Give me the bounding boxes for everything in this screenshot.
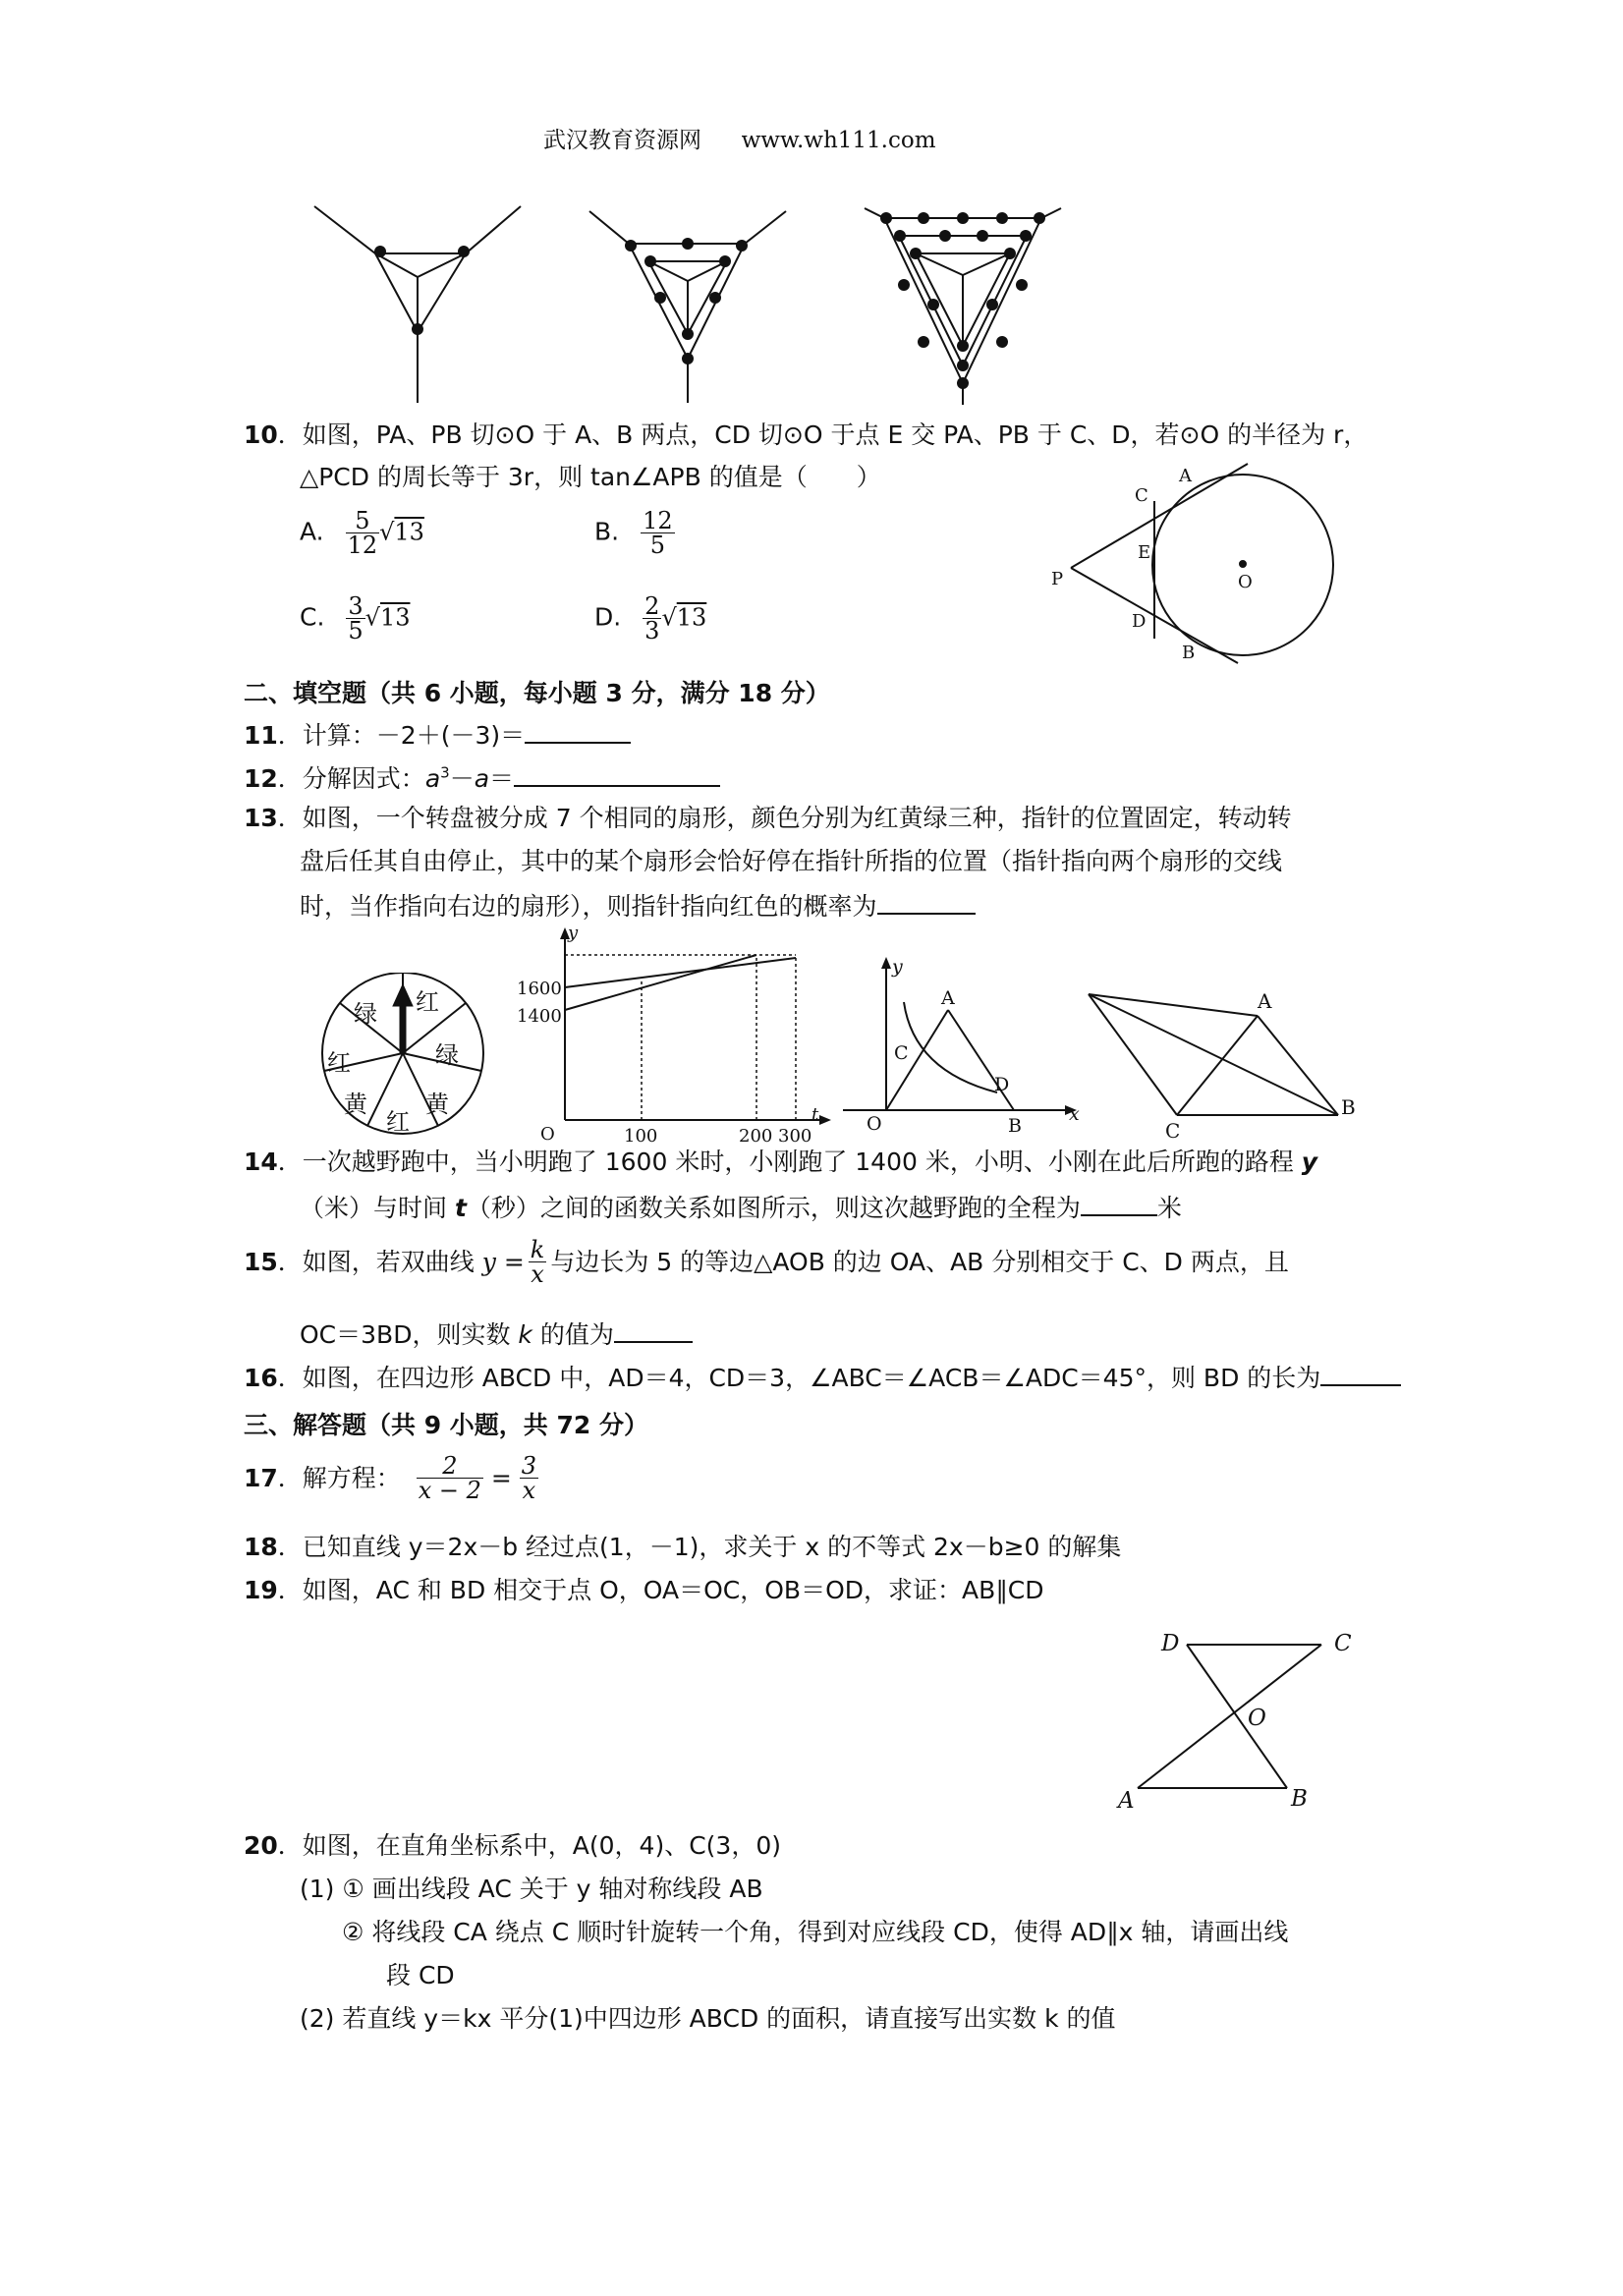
- tangent-pa: [1071, 464, 1248, 568]
- spinner-figure: [309, 973, 506, 1140]
- q20-part1b-line2: 段 CD: [386, 1961, 455, 1989]
- option-d-fraction: $\frac{2}{3}$: [644, 592, 660, 644]
- x-tick-200: 200: [739, 1126, 773, 1145]
- label-b: B: [1341, 1095, 1356, 1119]
- pattern-figure-1: [314, 206, 521, 403]
- segment: [1258, 1016, 1338, 1115]
- center-dot: [1240, 561, 1246, 567]
- q16-answer-blank: [1320, 1363, 1401, 1386]
- q15-line2: OC＝3BD，则实数 k 的值为: [300, 1319, 693, 1347]
- pattern-figure-3: [865, 208, 1061, 405]
- q12-answer-blank: [514, 763, 720, 787]
- label-c: C: [1334, 1631, 1352, 1656]
- q16: 16．如图，在四边形 ABCD 中，AD＝4，CD＝3，∠ABC＝∠ACB＝∠ADC＝45°，则 BD 的长为: [244, 1363, 1401, 1390]
- label-b: B: [1182, 643, 1196, 663]
- q20-part1b-line1: ② 将线段 CA 绕点 C 顺时针旋转一个角，得到对应线段 CD，使得 AD∥x 轴，请画出线: [342, 1918, 1289, 1946]
- q10-number: 10: [244, 420, 278, 449]
- q12: 12．分解因式：$a^3-a=$: [244, 763, 720, 791]
- q15-answer-blank: [614, 1319, 693, 1343]
- label-c: C: [894, 1042, 909, 1064]
- section-3-title: 三、解答题（共 9 小题，共 72 分）: [244, 1411, 649, 1439]
- segment: [1089, 994, 1338, 1115]
- segment: [1177, 1016, 1258, 1115]
- sector-label: 红: [327, 1049, 351, 1077]
- q20-part2: (2) 若直线 y＝kx 平分(1)中四边形 ABCD 的面积，请直接写出实数 k 的值: [300, 2004, 1116, 2033]
- pattern-figures: [295, 196, 1081, 408]
- q10-option-d: D. $\frac{2}{3}$ √13: [594, 592, 707, 644]
- label-b: B: [1291, 1786, 1308, 1812]
- label-p: P: [1051, 569, 1064, 589]
- q20-part1a: (1) ① 画出线段 AC 关于 y 轴对称线段 AB: [300, 1875, 763, 1903]
- hyperbola: [904, 1002, 997, 1092]
- q10-option-a: A. $\frac{5}{12}$ √13: [300, 507, 424, 559]
- q11: 11．计算：－2＋(－3)＝: [244, 720, 631, 748]
- q19: 19．如图，AC 和 BD 相交于点 O，OA＝OC，OB＝OD，求证：AB∥CD: [244, 1576, 1044, 1604]
- axis-label-x: x: [1069, 1103, 1080, 1125]
- label-a: A: [1118, 1788, 1135, 1814]
- option-a-sqrt: √13: [379, 518, 424, 546]
- sector-label: 黄: [425, 1091, 449, 1118]
- axis-label-t: t: [812, 1104, 819, 1125]
- label-d: D: [1161, 1631, 1180, 1656]
- sector-label: 红: [386, 1108, 410, 1136]
- q15-figure: [835, 953, 1091, 1135]
- option-d-sqrt: √13: [661, 603, 707, 632]
- label-a: A: [1179, 466, 1192, 486]
- q17: 17．解方程： $\frac{2}{x - 2}$ = $\frac{3}{x}$: [244, 1452, 537, 1504]
- q10-line2: △PCD 的周长等于 3r，则 tan∠APB 的值是（ ）: [300, 463, 881, 491]
- sector-label: 绿: [435, 1041, 459, 1069]
- q14-answer-blank: [1081, 1193, 1157, 1216]
- label-o: O: [1248, 1706, 1266, 1731]
- y-tick-1600: 1600: [517, 979, 562, 999]
- label-b: B: [1008, 1115, 1022, 1135]
- label-c: C: [1165, 1119, 1181, 1140]
- line-xiaoming: [565, 958, 796, 987]
- label-a: A: [1258, 989, 1272, 1013]
- q14-line1: 14．一次越野跑中，当小明跑了 1600 米时，小刚跑了 1400 米，小明、小刚在此后所跑的路程 y: [244, 1148, 1318, 1176]
- x-tick-100: 100: [624, 1126, 658, 1145]
- line-xiaogang: [565, 955, 756, 1010]
- origin-label: O: [540, 1124, 555, 1145]
- q10-line1: [244, 422, 1368, 447]
- q13-answer-blank: [877, 891, 976, 915]
- q13-line3: 时，当作指向右边的扇形），则指针指向红色的概率为: [300, 891, 976, 919]
- q14-line2: （米）与时间 t（秒）之间的函数关系如图所示，则这次越野跑的全程为 米: [300, 1194, 1182, 1222]
- q10-option-c: C. $\frac{3}{5}$ √13: [300, 592, 411, 644]
- q14-graph: [511, 924, 835, 1145]
- q16-figure: [1081, 982, 1366, 1140]
- segment: [1089, 994, 1177, 1115]
- q19-figure: [1110, 1621, 1366, 1818]
- option-b-fraction: $\frac{12}{5}$: [643, 507, 673, 559]
- q10-figure: [1041, 452, 1415, 678]
- q10-text1: ．如图，PA、PB 切⊙O 于 A、B 两点，CD 切⊙O 于点 E 交 PA、PB 于 C、D，若⊙O 的半径为 r，: [277, 420, 1369, 449]
- sector-label: 黄: [344, 1091, 367, 1118]
- pointer-arrow: [393, 984, 413, 1053]
- x-tick-300: 300: [778, 1126, 812, 1145]
- q20: 20．如图，在直角坐标系中，A(0，4)、C(3，0): [244, 1831, 781, 1860]
- sector-label: 红: [416, 988, 439, 1016]
- site-header: [543, 122, 936, 154]
- option-c-fraction: $\frac{3}{5}$: [348, 592, 364, 644]
- segment: [1089, 994, 1258, 1016]
- label-a: A: [941, 987, 955, 1009]
- site-url: www.wh111.com: [741, 128, 936, 153]
- y-tick-1400: 1400: [517, 1006, 562, 1027]
- label-d: D: [994, 1074, 1010, 1095]
- label-d: D: [1132, 611, 1147, 632]
- label-c: C: [1135, 485, 1148, 506]
- axis-label-y: y: [892, 956, 903, 978]
- site-name: 武汉教育资源网: [543, 128, 701, 153]
- q10-option-b: B. $\frac{12}{5}$: [594, 507, 673, 559]
- segment-ca: [1138, 1645, 1321, 1788]
- option-c-sqrt: √13: [364, 603, 411, 632]
- q15-line1: 15．如图，若双曲线 y = $\frac{k}{x}$ 与边长为 5 的等边△AOB 的边 OA、AB 分别相交于 C、D 两点，且: [244, 1236, 1289, 1288]
- label-o: O: [1238, 572, 1253, 592]
- sector-label: 绿: [354, 1000, 377, 1028]
- axis-label-y: y: [568, 924, 579, 943]
- option-a-fraction: $\frac{5}{12}$: [347, 507, 378, 559]
- label-e: E: [1138, 542, 1151, 563]
- q13-line1: 13．如图，一个转盘被分成 7 个相同的扇形，颜色分别为红黄绿三种，指针的位置固定，转动转: [244, 804, 1292, 832]
- label-o: O: [867, 1113, 882, 1135]
- pattern-figure-2: [589, 211, 786, 403]
- q13-line2: 盘后任其自由停止，其中的某个扇形会恰好停在指针所指的位置（指针指向两个扇形的交线: [300, 847, 1283, 875]
- q11-answer-blank: [525, 720, 631, 744]
- section-2-title: 二、填空题（共 6 小题，每小题 3 分，满分 18 分）: [244, 679, 830, 707]
- segment-db: [1187, 1645, 1287, 1788]
- q18: 18．已知直线 y＝2x－b 经过点(1，－1)，求关于 x 的不等式 2x－b≥0 的解集: [244, 1533, 1122, 1561]
